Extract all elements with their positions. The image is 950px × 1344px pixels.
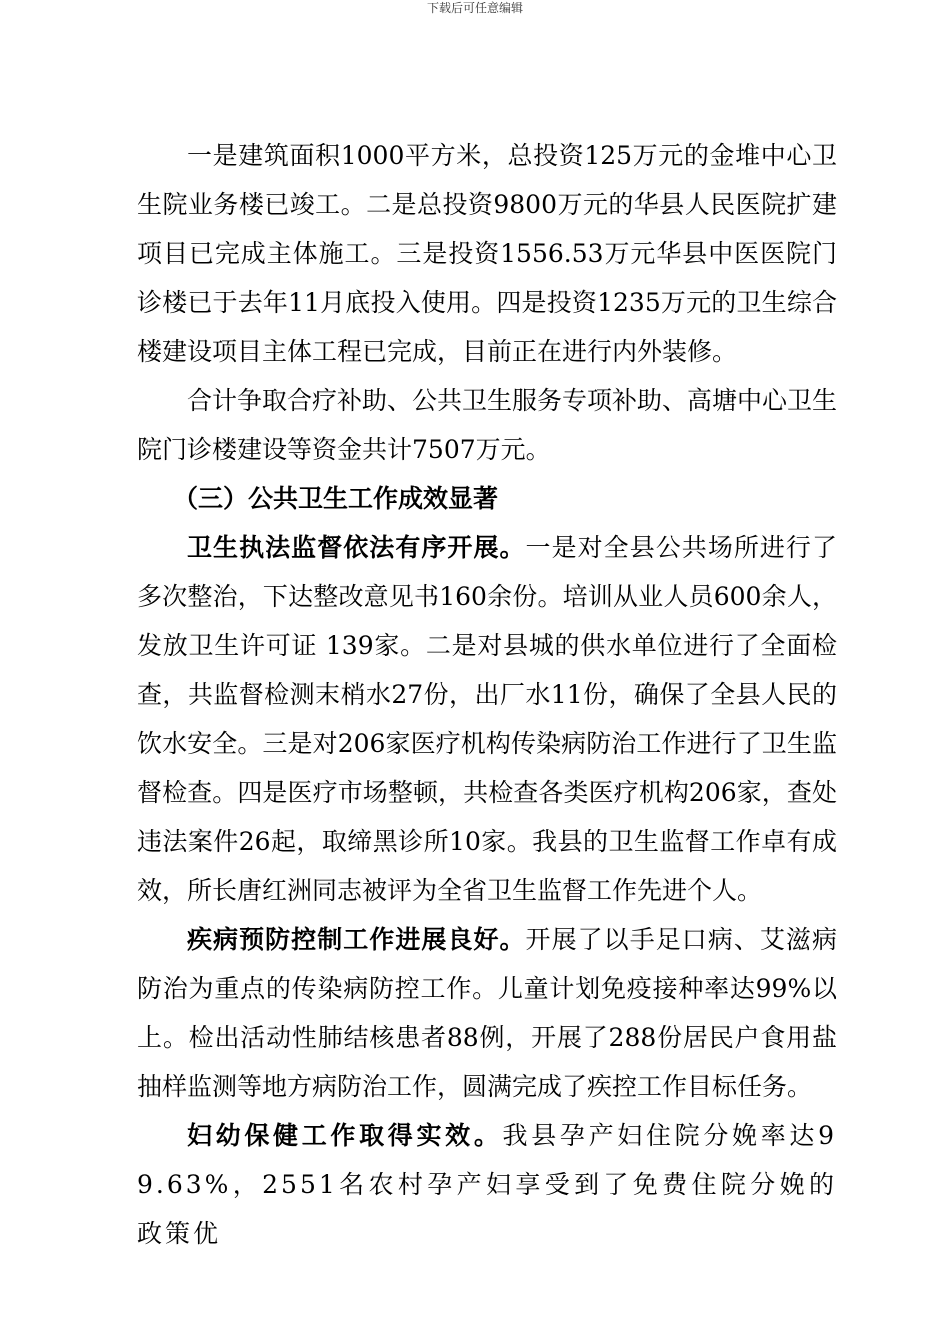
lead-maternal-child-health: 妇幼保健工作取得实效。: [187, 1121, 503, 1150]
text-health-supervision: 一是对全县公共场所进行了多次整治，下达整改意见书160余份。培训从业人员600余人，发放卫生许可证 139家。二是对县城的供水单位进行了全面检查，共监督检测末梢水27份，出厂水11份，确保了全县人民的饮水安全。三是对206家医疗机构传染病防治工作进行了卫生监督检查。四是医疗市场整顿，共检查各类医疗机构206家，查处违法案件26起，取缔黑诊所10家。我县的卫生监督工作卓有成效，所长唐红洲同志被评为全省卫生监督工作先进个人。: [137, 533, 837, 905]
paragraph-funding-total: 合计争取合疗补助、公共卫生服务专项补助、高塘中心卫生院门诊楼建设等资金共计7507万元。: [137, 386, 838, 464]
paragraph-maternal-child-health: [137, 1111, 837, 1258]
page-header: 下载后可任意编辑: [426, 1, 523, 15]
lead-disease-control: 疾病预防控制工作进展良好。: [187, 925, 526, 954]
paragraph-health-supervision: [137, 523, 837, 915]
text-maternal-child-health: 我县孕产妇住院分娩率达99.63%，2551名农村孕产妇享受到了免费住院分娩的政策优: [137, 1121, 837, 1248]
document-body: [137, 131, 837, 1258]
paragraph-disease-control: [137, 915, 837, 1111]
text-disease-control: 开展了以手足口病、艾滋病防治为重点的传染病防控工作。儿童计划免疫接种率达99%以上。检出活动性肺结核患者88例，开展了288份居民户食用盐抽样监测等地方病防治工作，圆满完成了疾控工作目标任务。: [137, 925, 837, 1101]
lead-health-supervision: 卫生执法监督依法有序开展。: [187, 533, 526, 562]
paragraph-construction-projects: 一是建筑面积1000平方米，总投资125万元的金堆中心卫生院业务楼已竣工。二是总投资9800万元的华县人民医院扩建项目已完成主体施工。三是投资1556.53万元华县中医医院门诊楼已于去年11月底投入使用。四是投资1235万元的卫生综合楼建设项目主体工程已完成，目前正在进行内外装修。: [137, 141, 837, 366]
section-heading-public-health: （三）公共卫生工作成效显著: [173, 484, 499, 513]
